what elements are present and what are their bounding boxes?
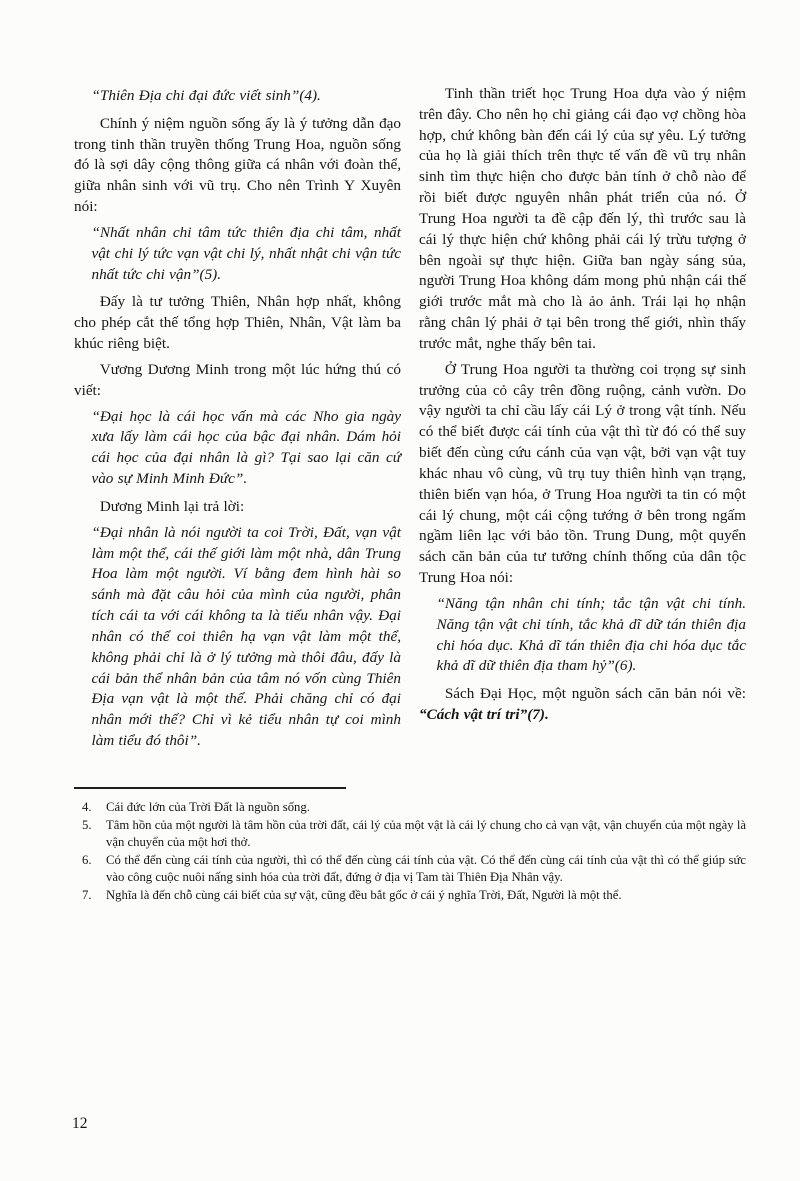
paragraph: Đấy là tư tưởng Thiên, Nhân hợp nhất, không cho phép cắt thế tổng hợp Thiên, Nhân, Vật làm ba khúc riêng biệt. [74,293,401,353]
footnote-number: 6. [82,852,92,867]
footnote-text: Nghĩa là đến chỗ cùng cái biết của sự vật, cũng đều bắt gốc ở cái ý nghĩa Trời, Đất, Người là một thể. [106,887,622,902]
paragraph: Chính ý niệm nguồn sống ấy là ý tưởng dẫn đạo trong tinh thần truyền thống Trung Hoa, nguồn sống đó là sợi dây cộng thông giữa cá nhân với đoàn thể, giữa nhân sinh với vũ trụ. Cho nên Trình Y Xuyên nói: [74,114,401,216]
quote-block: “Năng tận nhân chi tính; tắc tận vật chi tính. Năng tận vật chi tính, tắc khả dĩ dữ tán thiên địa chi hóa dục. Khả dĩ tán thiên địa chi hóa dục tắc khả dĩ dữ thiên địa tham hỷ”(6). [436,594,746,675]
footnote [74,799,746,816]
footnote-number: 5. [82,817,92,832]
paragraph: Tinh thần triết học Trung Hoa dựa vào ý niệm trên đây. Cho nên họ chỉ giảng cái đạo vợ chồng hòa hợp, chứ không bàn đến cái lý của sự yêu. Lý tưởng của họ là giải thích trên thực tế vấn đề vũ trụ nhân sinh tìm thực hiện cho được bản tính ở chỗ nào để rồi biết được nguyên nhân phát triển của nó. Ở Trung Hoa người ta đề cập đến lý, thì trước sau là cái lý thực hiện chứ không phải cái lý trừu tượng ở bên ngoài sự thực hiện. Giữa ban ngày sáng sủa, người Trung Hoa không dám mong phủ nhận cái thế giới trước mắt mà cho là ảo ảnh. Trái lại họ nhận rằng chân lý phải ở tại bên trong thế giới, nhìn thấy trước mắt, nghe thấy bên tai. [419,85,746,352]
paragraph [419,684,746,726]
page-number: 12 [72,1115,88,1132]
footnote [74,852,746,886]
paragraph: Ở Trung Hoa người ta thường coi trọng sự sinh trưởng của cỏ cây trên đồng ruộng, cảnh vườn. Do vậy người ta chỉ cầu lấy cái Lý ở trong vật tính. Nếu có thể biết được cái tính của vật thì từ đó có thể suy biết đến cùng cứu cánh của vạn vật, bởi vạn vật tuy khác nhau vô cùng, vũ trụ tuy thiên hình vạn trạng, thiên biến vạn hóa, ở Trung Hoa người ta tin có một cái lý chung, một cái cộng tướng ở bên trong ngấm ngầm liên lạc với bảo tồn. Trung Dung, một quyển sách căn bản của tư tưởng chính thống của dân tộc Trung Hoa nói: [419,360,746,587]
emphasized-title: “Cách vật trí tri”(7). [419,706,549,724]
quote-block: “Nhất nhân chi tâm tức thiên địa chi tâm, nhất vật chi lý tức vạn vật chi lý, nhất nhật chi vận tức nhất tức chi vận”(5). [91,223,401,283]
footnote [74,817,746,851]
paragraph-lead: Sách Đại Học, một nguồn sách căn bản nói về: [444,685,746,703]
footnote-rule [74,787,346,789]
quote-block: “Đại nhân là nói người ta coi Trời, Đất, vạn vật làm một thể, cái thế giới làm một nhà, dân Trung Hoa làm một người. Ví bằng đem hình hài so sánh mà đặt câu hỏi của mình của người, phân tích cái ta với cái không ta là tiểu nhân vậy. Đại nhân có thể coi thiên hạ vạn vật làm một thể, không phải chỉ là ở lý tưởng mà thôi đâu, đấy là cái bản thể nhân bản của tâm nó vốn cùng Thiên Địa vạn vật là một thể. Phải chăng chỉ có đại nhân mới thế? Chỉ vì kẻ tiểu nhân tự coi mình làm tiểu đó thôi”. [91,523,401,750]
quote-block: “Đại học là cái học vấn mà các Nho gia ngày xưa lấy làm cái học của bậc đại nhân. Dám hỏi cái học của đại nhân là gì? Tại sao lại căn cứ vào sự Minh Minh Đức”. [91,407,401,488]
footnote-number: 7. [82,887,92,902]
paragraph: Dương Minh lại trả lời: [99,497,245,515]
paragraph: Vương Dương Minh trong một lúc hứng thú có viết: [74,360,401,399]
quote-block: “Thiên Địa chi đại đức viết sinh”(4). [91,87,321,104]
text-column-left [74,84,401,759]
footnote-text: Cái đức lớn của Trời Đất là nguồn sống. [106,799,310,814]
text-column-right [419,84,746,759]
text-columns [74,84,746,759]
footnote-number: 4. [82,799,92,814]
footnotes-section [74,787,746,904]
footnote [74,887,746,904]
footnote-text: Tâm hồn của một người là tâm hồn của trời đất, cái lý của một vật là cái lý chung cho cả vạn vật, vận chuyển của một ngày là vận chuyển của một hơi thở. [106,817,746,849]
footnote-text: Có thể đến cùng cái tính của người, thì có thể đến cùng cái tính của vật. Có thể đến cùng cái tính của vật thì có thể giúp sức vào công cuộc nuôi nấng sinh hóa của trời đất, đứng ở địa vị Tam tài Thiên Địa Nhân vậy. [106,852,746,884]
